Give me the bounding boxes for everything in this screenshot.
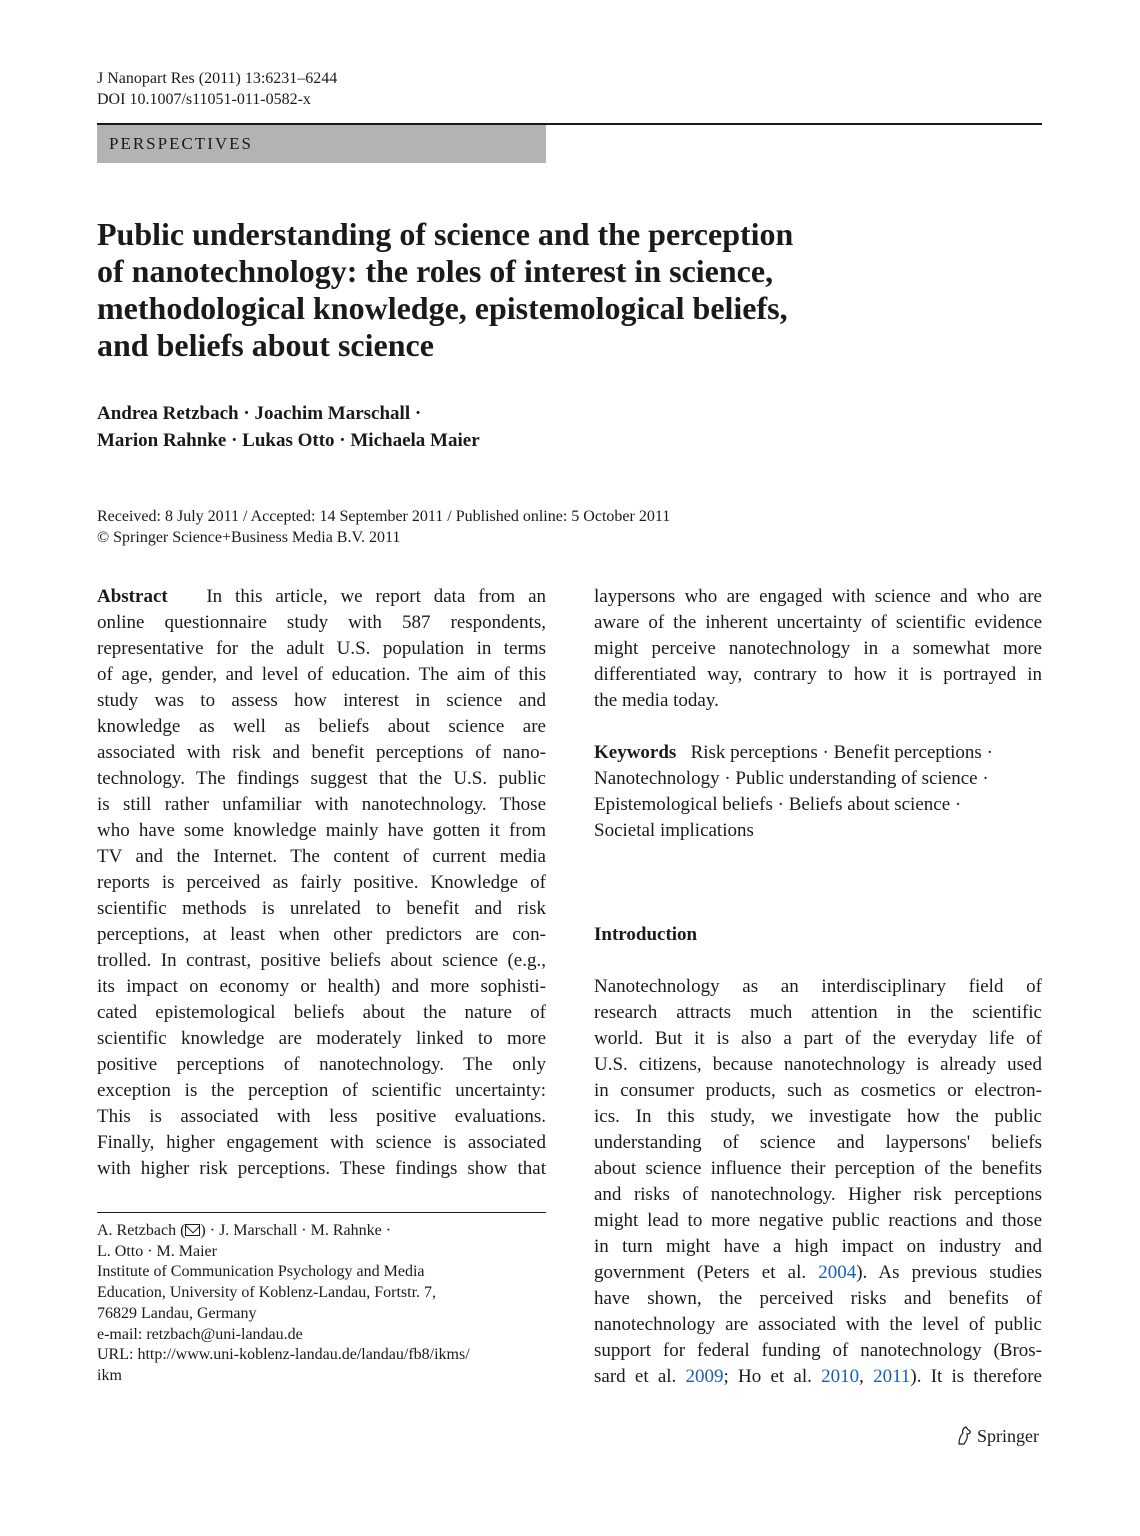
abstract-line: scientific methods is unrelated to benefit and risk: [97, 898, 546, 919]
abstract-line: perceptions, at least when other predictors are con-: [97, 924, 546, 945]
abstract-line: TV and the Internet. The content of current media: [97, 846, 546, 867]
url-line[interactable]: ikm: [97, 1366, 122, 1384]
intro-line: understanding of science and laypersons' beliefs: [594, 1132, 1042, 1153]
author-line: Andrea Retzbach · Joachim Marschall ·: [97, 403, 422, 424]
intro-line: U.S. citizens, because nanotechnology is already used: [594, 1054, 1042, 1075]
abstract-line: Abstract In this article, we report data from an: [97, 586, 547, 607]
intro-line: about science influence their perception of the benefits: [594, 1158, 1042, 1179]
intro-line: research attracts much attention in the scientific: [594, 1002, 1042, 1023]
citation-link[interactable]: 2011: [873, 1366, 911, 1387]
keywords: [594, 740, 1042, 844]
email-line[interactable]: e-mail: retzbach@uni-landau.de: [97, 1325, 303, 1343]
abstract-line: This is associated with less positive evaluations.: [97, 1106, 546, 1127]
author-affiliation: [97, 1221, 546, 1387]
abstract-line: scientific knowledge are moderately linked to more: [97, 1028, 546, 1049]
abstract-line: its impact on economy or health) and more sophisti-: [97, 976, 546, 997]
intro-line: Nanotechnology as an interdisciplinary field of: [594, 976, 1042, 997]
section-tag: PERSPECTIVES: [97, 125, 546, 163]
intro-line: ics. In this study, we investigate how the public: [594, 1106, 1042, 1127]
footnote-line: L. Otto · M. Maier: [97, 1242, 217, 1260]
abstract-line: study was to assess how interest in science and: [97, 690, 546, 711]
intro-line: in turn might have a high impact on industry and: [594, 1236, 1042, 1257]
intro-line: world. But it is also a part of the everyday life of: [594, 1028, 1042, 1049]
abstract-line: laypersons who are engaged with science and who are: [594, 586, 1042, 607]
publication-dates: [97, 506, 670, 548]
keywords-line: Keywords Risk perceptions · Benefit perceptions ·: [594, 742, 993, 763]
abstract-line: is still rather unfamiliar with nanotechnology. Those: [97, 794, 546, 815]
abstract-line: cated epistemological beliefs about the nature of: [97, 1002, 546, 1023]
intro-line: support for federal funding of nanotechnology (Bros-: [594, 1340, 1042, 1361]
title-line: of nanotechnology: the roles of interest in science,: [97, 253, 774, 289]
copyright-line: © Springer Science+Business Media B.V. 2011: [97, 529, 401, 546]
footnote-rule: [97, 1212, 546, 1213]
abstract-line: representative for the adult U.S. population in terms: [97, 638, 546, 659]
paper-title: [97, 216, 897, 364]
abstract-line: associated with risk and benefit perceptions of nano-: [97, 742, 546, 763]
keywords-line: Societal implications: [594, 820, 754, 841]
intro-line: might lead to more negative public reactions and those: [594, 1210, 1042, 1231]
intro-line: and risks of nanotechnology. Higher risk perceptions: [594, 1184, 1042, 1205]
intro-line: have shown, the perceived risks and benefits of: [594, 1288, 1042, 1309]
abstract-line: the media today.: [594, 690, 719, 711]
abstract-line: reports is perceived as fairly positive. Knowledge of: [97, 872, 546, 893]
abstract-line: exception is the perception of scientific uncertainty:: [97, 1080, 546, 1101]
keywords-line: Nanotechnology · Public understanding of science ·: [594, 768, 989, 789]
abstract-line: technology. The findings suggest that the U.S. public: [97, 768, 546, 789]
title-line: Public understanding of science and the perception: [97, 216, 794, 252]
intro-line: sard et al. 2009; Ho et al. 2010, 2011). It is therefore: [594, 1366, 1042, 1387]
title-line: and beliefs about science: [97, 327, 434, 363]
journal-citation: J Nanopart Res (2011) 13:6231–6244: [97, 70, 338, 87]
abstract-line: knowledge as well as beliefs about science are: [97, 716, 546, 737]
abstract-line: Finally, higher engagement with science is associated: [97, 1132, 546, 1153]
footnote-line: Education, University of Koblenz-Landau, Fortstr. 7,: [97, 1284, 437, 1302]
abstract-line: who have some knowledge mainly have gotten it from: [97, 820, 546, 841]
introduction-body: [594, 974, 1042, 1390]
springer-horse-icon: [955, 1426, 973, 1446]
dates-line: Received: 8 July 2011 / Accepted: 14 September 2011 / Published online: 5 October 2011: [97, 508, 671, 525]
footnote-line: A. Retzbach ( ) · J. Marschall · M. Rahnke ·: [97, 1222, 392, 1239]
abstract-line: with higher risk perceptions. These findings show that: [97, 1158, 546, 1179]
intro-line: in consumer products, such as cosmetics or electron-: [594, 1080, 1042, 1101]
doi: DOI 10.1007/s11051-011-0582-x: [97, 91, 311, 108]
intro-line: government (Peters et al. 2004). As previous studies: [594, 1262, 1042, 1283]
publisher-name: Springer: [977, 1426, 1039, 1446]
url-line[interactable]: URL: http://www.uni-koblenz-landau.de/landau/fb8/ikms/: [97, 1346, 470, 1364]
abstract-line: aware of the inherent uncertainty of scientific evidence: [594, 612, 1042, 633]
keywords-line: Epistemological beliefs · Beliefs about science ·: [594, 794, 962, 815]
abstract-line: of age, gender, and level of education. The aim of this: [97, 664, 546, 685]
envelope-icon: [185, 1224, 200, 1236]
citation-link[interactable]: 2004: [818, 1262, 857, 1283]
abstract-line: might perceive nanotechnology in a somewhat more: [594, 638, 1042, 659]
abstract-line: positive perceptions of nanotechnology. The only: [97, 1054, 546, 1075]
author-line: Marion Rahnke · Lukas Otto · Michaela Maier: [97, 430, 480, 451]
author-list: [97, 400, 480, 454]
citation-link[interactable]: 2009: [685, 1366, 724, 1387]
abstract-line: trolled. In contrast, positive beliefs about science (e.g.,: [97, 950, 546, 971]
abstract-label: Abstract: [97, 586, 168, 607]
footnote-line: 76829 Landau, Germany: [97, 1304, 257, 1322]
abstract-continuation: [594, 584, 1042, 714]
introduction-heading: Introduction: [594, 924, 698, 945]
citation-link[interactable]: 2010: [821, 1366, 860, 1387]
intro-line: nanotechnology are associated with the level of public: [594, 1314, 1042, 1335]
keywords-label: Keywords: [594, 742, 677, 763]
publisher-logo: [955, 1424, 1039, 1448]
abstract-line: differentiated way, contrary to how it is portrayed in: [594, 664, 1042, 685]
footnote-line: Institute of Communication Psychology and Media: [97, 1263, 425, 1281]
abstract-line: online questionnaire study with 587 respondents,: [97, 612, 546, 633]
abstract: [97, 584, 546, 1182]
journal-info: [97, 68, 337, 110]
title-line: methodological knowledge, epistemological beliefs,: [97, 290, 788, 326]
